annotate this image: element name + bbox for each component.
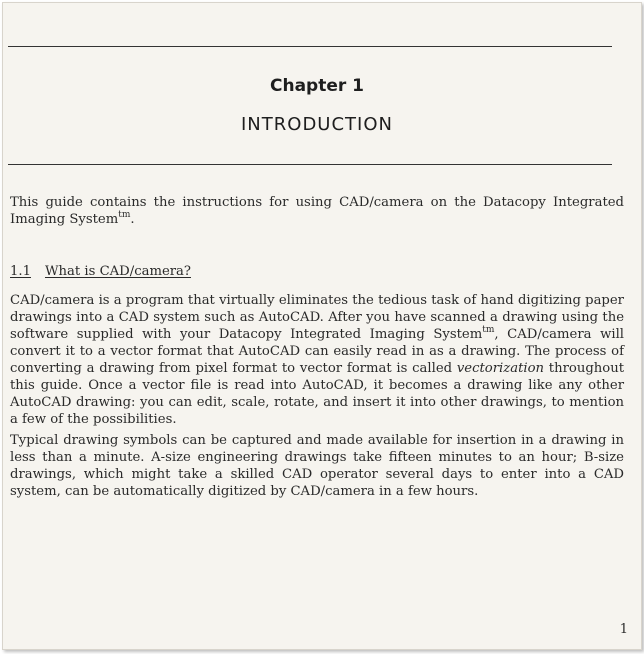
paragraph-text: Typical drawing symbols can be captured and made available for insertion in a drawing in less than a minute. A-size engineering drawings take fifteen minutes to an hour; B-size drawings, which might take a skilled CAD operator several days to enter into a CAD system, can be automatically digitized by CAD/camera in a few hours. [10, 433, 624, 499]
chapter-title: INTRODUCTION [241, 114, 393, 135]
paragraph-text-part1: CAD/camera is a program that virtually eliminates the tedious task of hand digitizing paper drawings into a CAD system such as AutoCAD. After you have scanned a drawing using the software supplied with your Datacopy Integrated Imaging System [10, 293, 624, 342]
paragraph-text-part2: , CAD/camera will convert it to a vector format that AutoCAD can easily read in as a drawing. The process of converting a drawing from pixel format to vector format is called [10, 327, 625, 376]
trademark-mark: tm [118, 210, 131, 220]
paragraph-text-part3: throughout this guide. Once a vector file is read into AutoCAD, it becomes a drawing like any other AutoCAD drawing: you can edit, scale, rotate, and insert it into other drawings, to mention a few of the possibilities. [10, 361, 624, 427]
intro-text: This guide contains the instructions for using CAD/camera on the Datacopy Integrated Imaging System [10, 195, 624, 227]
section-heading [10, 263, 191, 280]
chapter-label: Chapter 1 [269, 76, 364, 96]
section-title: What is CAD/camera? [44, 264, 191, 279]
body-paragraph-2 [10, 432, 624, 500]
intro-paragraph [10, 194, 624, 228]
body-paragraph-1 [10, 292, 624, 428]
trademark-mark: tm [482, 325, 495, 335]
bottom-rule [8, 164, 612, 165]
intro-end: . [130, 212, 135, 227]
section-number: 1.1 [10, 264, 31, 279]
emphasized-term: vectorization [456, 361, 545, 376]
page-number: 1 [619, 622, 628, 637]
document-page [2, 2, 642, 650]
top-rule [8, 46, 612, 47]
